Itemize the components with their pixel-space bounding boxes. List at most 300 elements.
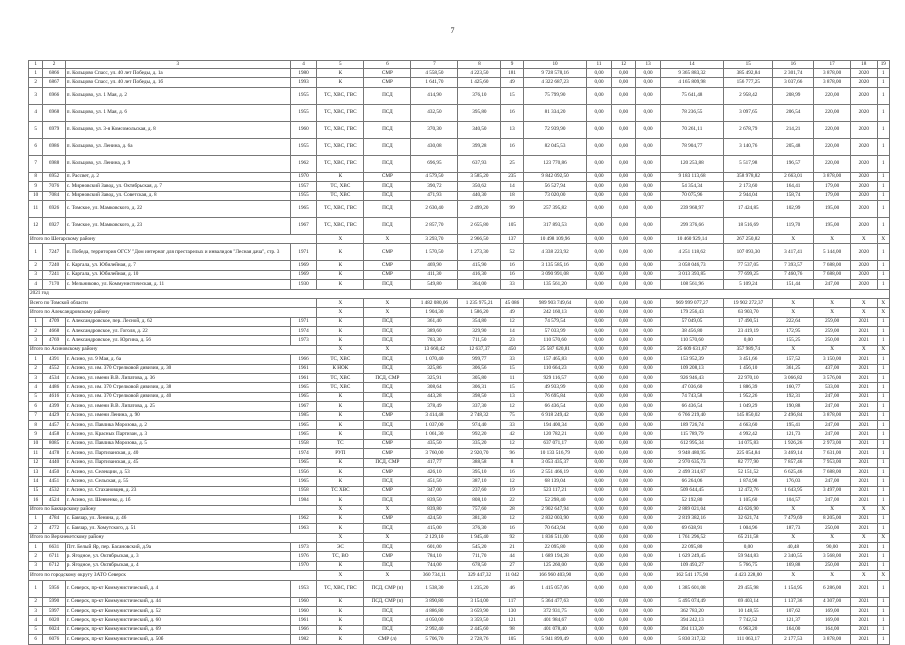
table-cell: 1 <box>877 244 889 261</box>
table-cell: 96 <box>501 449 523 458</box>
table-cell: 3 293,70 <box>411 234 458 243</box>
table-cell: 1 <box>877 411 889 420</box>
table-cell: 0,00 <box>636 533 661 542</box>
table-cell: 0,00 <box>636 402 661 411</box>
table-cell: 3 359,50 <box>458 616 501 625</box>
table-cell: 1 <box>877 625 889 634</box>
table-cell: 70 643,94 <box>523 524 586 533</box>
table-cell: 2 663,01 <box>773 172 814 181</box>
table-cell: Х <box>364 533 411 542</box>
table-cell: 2 819 382,16 <box>660 514 723 523</box>
table-cell: 1984 <box>290 496 317 505</box>
table-cell: 1 105,60 <box>724 496 773 505</box>
table-cell: 1 <box>29 69 43 78</box>
table-cell: 2 728,76 <box>458 635 501 644</box>
table-cell: 4440 <box>43 458 65 467</box>
table-cell: 10 148,55 <box>724 607 773 616</box>
table-cell: 6 286,00 <box>814 580 851 597</box>
table-cell: 2021 <box>850 430 877 439</box>
table-cell: 1962 <box>290 155 317 172</box>
table-cell: К <box>317 270 364 279</box>
table-cell: 192,31 <box>773 392 814 401</box>
table-cell: 1 <box>877 458 889 467</box>
table-cell: 5997 <box>43 607 65 616</box>
table-cell: 189 726,74 <box>660 420 723 429</box>
year-row <box>29 289 890 298</box>
table-cell: 7 953,00 <box>814 458 851 467</box>
table-cell: К <box>317 420 364 429</box>
table-cell: 1 <box>877 69 889 78</box>
table-cell: с. Александровское, ул. Гоголя, д. 22 <box>65 327 290 336</box>
table-cell: 0,00 <box>587 458 612 467</box>
table-cell: 2021 <box>850 392 877 401</box>
table-cell: 0,00 <box>636 355 661 364</box>
table-cell: 8 <box>458 61 501 69</box>
table-cell: 155,25 <box>773 336 814 345</box>
table-cell: 21 <box>501 543 523 552</box>
table-cell: СМР <box>364 467 411 476</box>
table-cell: 2 <box>29 327 43 336</box>
table-cell: 25 587 620,81 <box>523 345 586 354</box>
table-cell: 123 770,86 <box>523 155 586 172</box>
table-cell: 696,95 <box>411 155 458 172</box>
table-cell: 52 <box>501 244 523 261</box>
table-cell: п. Кольцово, ул. 1 Мая, д. 6 <box>65 104 290 121</box>
table-cell: 0,00 <box>611 616 636 625</box>
table-cell: Х <box>773 571 814 580</box>
table-cell: 162 541 175,90 <box>660 571 723 580</box>
table-cell: 0,00 <box>611 571 636 580</box>
table-cell: 969 999 077,27 <box>660 298 723 307</box>
table-cell: 2 <box>43 61 65 69</box>
table-cell: 6927 <box>43 217 65 234</box>
table-cell: Х <box>850 345 877 354</box>
table-cell: 0,00 <box>611 355 636 364</box>
table-cell: 0,00 <box>636 514 661 523</box>
table-cell: 376,30 <box>458 524 501 533</box>
table-cell: 1 061,30 <box>411 430 458 439</box>
table-cell: 1982 <box>290 635 317 644</box>
table-cell: 0,00 <box>611 374 636 383</box>
table-cell: 0,00 <box>611 280 636 289</box>
table-cell: 121,37 <box>773 616 814 625</box>
table-cell: 1980 <box>290 69 317 78</box>
table-cell: 74 579,54 <box>523 317 586 326</box>
table-cell: 0,00 <box>611 217 636 234</box>
table-cell: 2 340,55 <box>773 552 814 561</box>
table-cell: Х <box>364 345 411 354</box>
table-cell: 0,00 <box>587 374 612 383</box>
table-cell: 5 495 074,49 <box>660 597 723 606</box>
table-cell: 0,00 <box>611 458 636 467</box>
table-cell: 11 <box>29 449 43 458</box>
table-cell: 107 093,30 <box>724 244 773 261</box>
table-cell: 2021 <box>850 486 877 495</box>
table-cell: 14 <box>29 477 43 486</box>
table-cell: 5 <box>29 121 43 138</box>
table-cell: К <box>317 392 364 401</box>
table-cell: 0,00 <box>636 571 661 580</box>
table-cell: 1976 <box>290 552 317 561</box>
table-cell: 45 086 <box>501 298 523 307</box>
table-cell: ТС, ХВС <box>317 383 364 392</box>
table-cell: 0,00 <box>587 597 612 606</box>
table-cell: 10 <box>29 191 43 200</box>
table-cell: 0,00 <box>636 625 661 634</box>
table-cell: 0,00 <box>587 402 612 411</box>
table-cell: г. Асино, ул. им. 370 Стрелковой дивизии, д. 30 <box>65 364 290 373</box>
table-cell: 0,00 <box>611 411 636 420</box>
table-cell: 6866 <box>43 69 65 78</box>
table-cell: 73 020,00 <box>523 191 586 200</box>
table-cell: 137 <box>501 234 523 243</box>
table-cell: 111 063,17 <box>724 635 773 644</box>
table-row <box>29 280 890 289</box>
table-cell: 0,00 <box>636 87 661 104</box>
table-row <box>29 625 890 634</box>
table-cell: 435,50 <box>411 439 458 448</box>
table-cell: 299 376,66 <box>660 217 723 234</box>
table-cell: 1 <box>877 420 889 429</box>
table-cell: 1967 <box>290 217 317 234</box>
table-cell: г. Северск, пр-кт Коммунистический, д. 60 <box>65 616 290 625</box>
table-cell: 3 497,00 <box>814 486 851 495</box>
table-cell: 0,00 <box>636 217 661 234</box>
table-cell: 0,00 <box>611 317 636 326</box>
table-cell: 6986 <box>43 138 65 155</box>
table-cell: 0,00 <box>587 298 612 307</box>
table-cell: ПСД <box>364 200 411 217</box>
table-row <box>29 552 890 561</box>
table-cell: 0,00 <box>587 78 612 87</box>
table-cell: 0,00 <box>636 104 661 121</box>
table-cell: Х <box>850 533 877 542</box>
table-row <box>29 182 890 191</box>
table-cell: 10 133 516,79 <box>523 449 586 458</box>
table-cell: ПСД <box>364 383 411 392</box>
table-cell: 416,30 <box>458 270 501 279</box>
table-cell: 424,50 <box>411 514 458 523</box>
table-cell: 0,00 <box>636 430 661 439</box>
table-cell: 2 499,20 <box>458 200 501 217</box>
table-cell: 1953 <box>290 580 317 597</box>
table-cell: 9 365 883,32 <box>660 69 723 78</box>
table-cell: 27 <box>501 561 523 570</box>
table-cell: 2 970 635,73 <box>660 458 723 467</box>
table-cell: 0,00 <box>587 155 612 172</box>
table-cell: 1 <box>877 182 889 191</box>
table-cell: 115 789,79 <box>660 430 723 439</box>
table-cell: ПСД <box>364 420 411 429</box>
table-cell: 0,00 <box>587 430 612 439</box>
table-cell: 52 192,80 <box>660 496 723 505</box>
table-cell: 1 836 511,00 <box>523 533 586 542</box>
table-cell: 0,00 <box>611 308 636 317</box>
table-cell: 325,91 <box>411 374 458 383</box>
table-cell: 1958 <box>290 439 317 448</box>
table-cell: 104,57 <box>773 496 814 505</box>
table-cell: 1962 <box>290 514 317 523</box>
table-cell: 2020 <box>850 104 877 121</box>
table-cell: 1 385 601,08 <box>660 580 723 597</box>
table-row <box>29 317 890 326</box>
table-cell: 2 973,00 <box>814 439 851 448</box>
table-cell: 2021 <box>850 449 877 458</box>
table-cell: 4 165 809,98 <box>660 78 723 87</box>
table-cell: 0,00 <box>636 234 661 243</box>
table-cell: ПСД <box>364 364 411 373</box>
table-cell: 29 455,98 <box>724 580 773 597</box>
table-cell: 0,00 <box>587 172 612 181</box>
table-cell: 0,00 <box>636 607 661 616</box>
capital-repair-table <box>28 60 890 645</box>
table-cell: 839,50 <box>411 496 458 505</box>
table-cell: 22 095,80 <box>523 543 586 552</box>
page-number: 7 <box>450 26 455 35</box>
table-cell: 1957 <box>290 182 317 191</box>
table-cell: Х <box>814 345 851 354</box>
table-cell: 389,60 <box>411 327 458 336</box>
table-cell: 49 <box>501 78 523 87</box>
table-cell: 1961 <box>290 364 317 373</box>
table-cell: 78 236,55 <box>660 104 723 121</box>
table-cell: 3 058 046,73 <box>660 261 723 270</box>
table-cell: 250,00 <box>814 524 851 533</box>
table-cell: 3 878,00 <box>814 69 851 78</box>
table-cell: К <box>317 458 364 467</box>
table-cell: К <box>317 597 364 606</box>
table-cell: Пгт. Белый Яр, пер. Басановский, д.9а <box>65 543 290 552</box>
table-cell: 4 558,50 <box>411 69 458 78</box>
table-cell: К <box>317 477 364 486</box>
table-cell: 394 113,20 <box>660 625 723 634</box>
table-cell: 1965 <box>290 430 317 439</box>
table-cell: 2020 <box>850 191 877 200</box>
table-cell: 0,00 <box>611 420 636 429</box>
table-cell: ТС, ХВС <box>317 191 364 200</box>
table-cell: 415,90 <box>458 261 501 270</box>
table-cell: 0,00 <box>636 597 661 606</box>
table-cell: г. Асино, ул. Павлика Морозова, д. 2 <box>65 420 290 429</box>
table-cell: 195,41 <box>773 420 814 429</box>
table-cell: п. Кольцово Спасс, ул. 40 лет Победы, д. 1а <box>65 69 290 78</box>
table-cell: 40,48 <box>773 543 814 552</box>
table-cell: 2 857,70 <box>411 217 458 234</box>
table-cell: ТС, ХВС, ГВС <box>317 87 364 104</box>
table-cell: 247,00 <box>814 280 851 289</box>
table-cell: 1 425,60 <box>458 78 501 87</box>
table-cell: 6 918 249,42 <box>523 411 586 420</box>
table-cell: 0,00 <box>636 411 661 420</box>
table-cell: 3 878,00 <box>814 172 851 181</box>
table-cell: К <box>317 78 364 87</box>
table-cell: 3 097,65 <box>724 104 773 121</box>
table-cell: 395,80 <box>458 104 501 121</box>
table-cell: 78 904,77 <box>660 138 723 155</box>
table-cell: Х <box>877 234 889 243</box>
table-cell: 16 <box>501 270 523 279</box>
table-cell: 2020 <box>850 87 877 104</box>
table-cell: 1 <box>877 78 889 87</box>
table-cell: 347,00 <box>411 486 458 495</box>
table-cell: 4 251 118,62 <box>660 244 723 261</box>
table-cell: 0,00 <box>636 496 661 505</box>
table-cell: 337,30 <box>458 402 501 411</box>
table-cell: п. Кольцово, ул. 1 Мая, д. 2 <box>65 87 290 104</box>
table-cell: 0,00 <box>587 104 612 121</box>
table-cell: 69 403,14 <box>724 597 773 606</box>
table-cell: 1 874,98 <box>724 477 773 486</box>
table-cell: 4399 <box>43 402 65 411</box>
table-cell: 0,00 <box>587 524 612 533</box>
table-cell: 5 144,00 <box>814 244 851 261</box>
table-cell: 1993 <box>290 78 317 87</box>
table-cell: 4 338 223,92 <box>523 244 586 261</box>
table-cell: г. Асино, ул. Стахановцев, д. 23 <box>65 486 290 495</box>
table-cell: с. Каргала, ул. Юбилейная, д. 10 <box>65 270 290 279</box>
table-cell: 5 706,70 <box>411 635 458 644</box>
table-cell: ПСД <box>364 317 411 326</box>
table-cell: 1 <box>877 486 889 495</box>
table-cell: 267 250,82 <box>724 234 773 243</box>
table-cell: 6076 <box>43 635 65 644</box>
table-cell: ТС ХВС <box>317 486 364 495</box>
table-cell: 432,50 <box>411 104 458 121</box>
table-cell: 2021 <box>850 580 877 597</box>
table-cell: 11 <box>29 200 43 217</box>
table-cell: 6 <box>29 635 43 644</box>
table-cell: 0,00 <box>636 270 661 279</box>
table-cell: 2021 <box>850 439 877 448</box>
table-cell: 2 177,53 <box>773 635 814 644</box>
table-cell: 0,00 <box>611 625 636 634</box>
table-cell: 164,00 <box>773 625 814 634</box>
table-cell: 1 <box>29 317 43 326</box>
table-cell: г. Асино, ул. Селекции, д. 53 <box>65 467 290 476</box>
table-cell: 4 322 687,23 <box>523 78 586 87</box>
table-cell: 2020 <box>850 244 877 261</box>
table-cell: 2021 <box>850 420 877 429</box>
table-cell: 0,00 <box>636 616 661 625</box>
table-cell: 0,00 <box>611 486 636 495</box>
table-row <box>29 87 890 104</box>
table-cell: 49 933,99 <box>523 383 586 392</box>
table-cell: 1 <box>29 580 43 597</box>
table-cell: с. Александровское, ул. Юргина, д. 56 <box>65 336 290 345</box>
table-cell: 110 664,23 <box>523 364 586 373</box>
table-cell: 2021 <box>850 552 877 561</box>
table-cell: 208,99 <box>773 87 814 104</box>
table-cell: 1 <box>877 261 889 270</box>
table-cell: 169,00 <box>814 616 851 625</box>
table-cell: 509 644,45 <box>660 486 723 495</box>
table-cell: 12 <box>501 514 523 523</box>
table-cell: 2 655,80 <box>458 217 501 234</box>
table-cell: 0,00 <box>587 87 612 104</box>
table-cell: г. Асино, ул. Павлика Морозова, д. 5 <box>65 439 290 448</box>
table-cell: 75 <box>501 411 523 420</box>
table-cell: СМР <box>364 439 411 448</box>
table-cell: 7247 <box>43 244 65 261</box>
table-cell: 6024 <box>43 625 65 634</box>
table-cell: 98 <box>501 625 523 634</box>
table-cell: г. Асино, ул. им. 370 Стрелковой дивизии, д. 38 <box>65 383 290 392</box>
table-cell: 109 208,13 <box>660 364 723 373</box>
table-cell: 0,00 <box>636 69 661 78</box>
table-cell: 0,00 <box>587 200 612 217</box>
table-cell: 1 <box>877 336 889 345</box>
table-cell: 15 <box>501 364 523 373</box>
table-row <box>29 383 890 392</box>
table-cell: 17 <box>814 61 851 69</box>
table-cell: 1930 <box>290 280 317 289</box>
table-cell: 2020 <box>850 200 877 217</box>
table-cell: 992,20 <box>458 430 501 439</box>
table-cell: 0,00 <box>587 364 612 373</box>
table-cell: 4772 <box>43 524 65 533</box>
table-cell: 4 663,60 <box>724 420 773 429</box>
table-cell: 549,80 <box>411 280 458 289</box>
table-cell: 0,00 <box>587 234 612 243</box>
table-cell: 6 625,46 <box>773 467 814 476</box>
table-cell: с. Каргала, ул. Юбилейная, д. 7 <box>65 261 290 270</box>
table-cell: 0,00 <box>587 69 612 78</box>
table-cell: 5990 <box>43 597 65 606</box>
table-cell: 1960 <box>290 597 317 606</box>
table-cell: 0,00 <box>611 345 636 354</box>
table-cell: 239 968,97 <box>660 200 723 217</box>
table-cell: 1 <box>877 514 889 523</box>
table-cell: К <box>317 411 364 420</box>
table-cell: 0,00 <box>636 280 661 289</box>
table-cell: 4 <box>29 383 43 392</box>
table-cell: 1 <box>877 270 889 279</box>
table-cell: СМР <box>364 172 411 181</box>
table-cell: 102,99 <box>773 200 814 217</box>
table-cell: 545,20 <box>458 543 501 552</box>
table-cell: ТС, ВО <box>317 552 364 561</box>
table-cell: Х <box>850 298 877 307</box>
table-cell: 135 561,20 <box>523 280 586 289</box>
table-cell: ЭС <box>317 543 364 552</box>
table-cell: 66 264,06 <box>660 477 723 486</box>
table-cell: 2021 <box>850 411 877 420</box>
table-cell: 5 <box>317 61 364 69</box>
table-cell: 7 460,76 <box>773 270 814 279</box>
table-cell: 19 902 272,37 <box>724 298 773 307</box>
table-cell: 0,00 <box>587 533 612 542</box>
table-cell: 308,64 <box>411 383 458 392</box>
table-cell: 119,70 <box>773 217 814 234</box>
table-cell: 1 235,20 <box>458 580 501 597</box>
table-cell: 394 242,13 <box>660 616 723 625</box>
table-cell: г. Северск, пр-кт Коммунистический, д. 44 <box>65 597 290 606</box>
table-cell: 0,00 <box>611 69 636 78</box>
table-cell: 2021 <box>850 383 877 392</box>
table-cell: с. Томское, ул. Мамковского, д. 23 <box>65 217 290 234</box>
table-cell: 6968 <box>43 104 65 121</box>
table-cell: Х <box>814 298 851 307</box>
table-cell: 7084 <box>43 191 65 200</box>
table-cell: 0,00 <box>587 383 612 392</box>
table-cell: 1 235 975,21 <box>458 298 501 307</box>
table-cell: ТС, ХВС, ГВС <box>317 580 364 597</box>
table-cell: п. Кольцово, ул. Ленина, д. 9 <box>65 155 290 172</box>
table-cell: 10 460 929,14 <box>660 234 723 243</box>
table-cell: ТС, ХВС <box>317 374 364 383</box>
table-cell: Х <box>877 533 889 542</box>
table-cell: 257 395,82 <box>523 200 586 217</box>
